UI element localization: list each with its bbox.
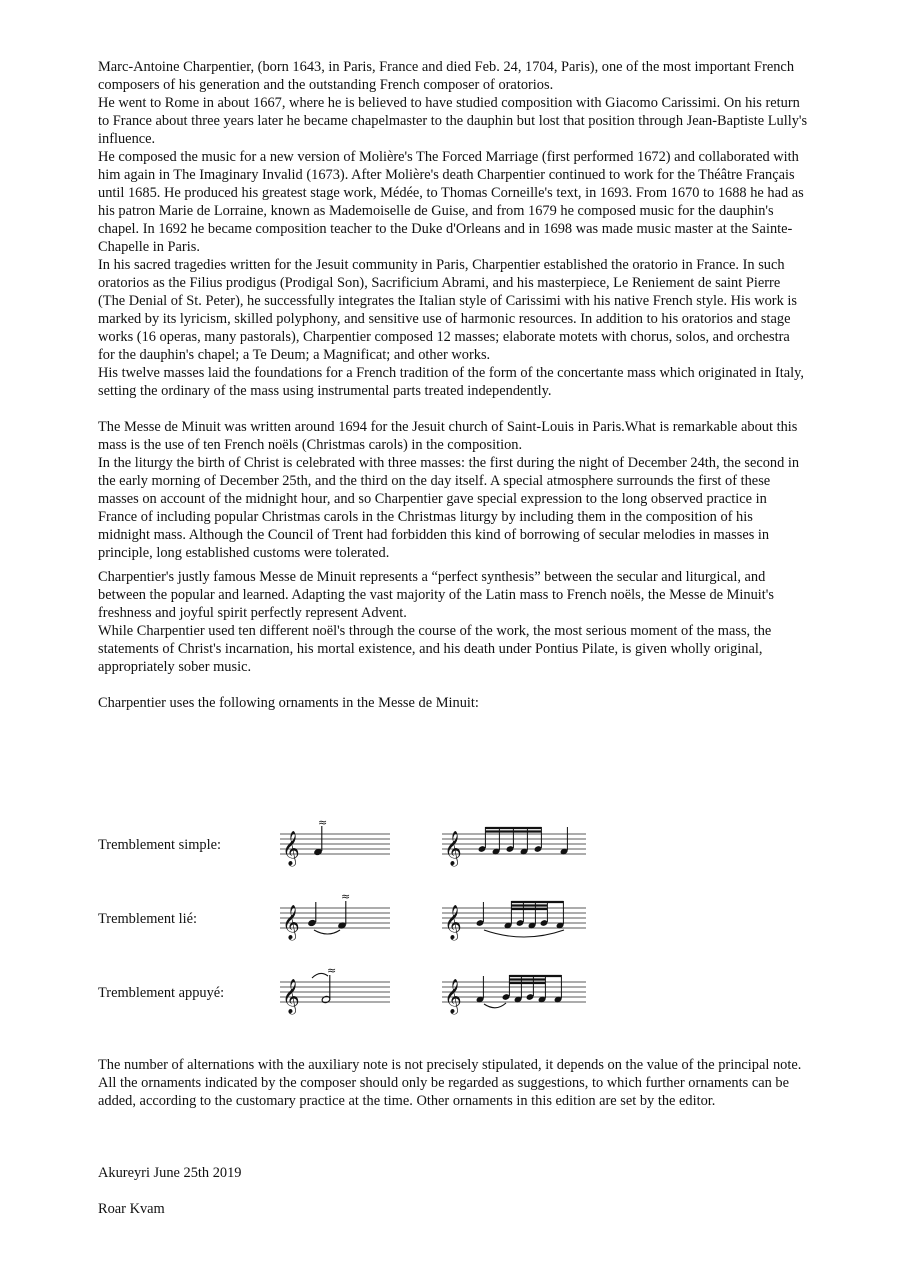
- paragraph-ornaments-intro: Charpentier uses the following ornaments in the Messe de Minuit:: [98, 695, 479, 711]
- paragraph-messe-intro: The Messe de Minuit was written around 1694 for the Jesuit church of Saint-Louis in Paris.What is remarkable about this mass is the use of ten French noëls (Christmas carols) in the composition.: [98, 419, 798, 453]
- mordent-icon: ≈: [318, 816, 328, 829]
- ornament-label: Tremblement appuyé:: [98, 985, 225, 1001]
- appoggiatura-slur-icon: [312, 973, 328, 978]
- treble-clef-icon: 𝄞: [282, 905, 300, 940]
- closing-note: [98, 1056, 808, 1110]
- ornament-notation-symbol: [278, 960, 393, 1020]
- paragraph-ornament-note: The number of alternations with the auxiliary note is not precisely stipulated, it depends on the value of the principal note. All the ornaments indicated by the composer should only be regarded as suggestions, to which further ornaments can be added, according to the customary practice at the time. Other ornaments in this edition are set by the editor.: [98, 1057, 802, 1109]
- paragraph-noels: While Charpentier used ten different noël's through the course of the work, the most serious moment of the mass, the statements of Christ's incarnation, his mortal existence, and his death under Pontius Pilate, is given wholly original, appropriately sober music.: [98, 623, 772, 675]
- treble-clef-icon: 𝄞: [282, 831, 300, 866]
- paragraph-bio-intro: Marc-Antoine Charpentier, (born 1643, in Paris, France and died Feb. 24, 1704, Paris), one of the most important French composers of his generation and the outstanding French composer of oratorios.: [98, 59, 795, 93]
- treble-clef-icon: 𝄞: [282, 979, 300, 1014]
- paragraph-oratorios: In his sacred tragedies written for the Jesuit community in Paris, Charpentier established the oratorio in France. In such oratorios as the Filius prodigus (Prodigal Son), Sacrificium Abrami, and his masterpiece, Le Reniement de saint Pierre (The Denial of St. Peter), he successfully integrates the Italian style of Carissimi with his native French style. His work is marked by its lyricism, skilled polyphony, and sensitive use of harmonic resources. In addition to his oratorios and stage works (16 operas, many pastorals), Charpentier composed 12 masses; elaborate motets with chorus, solos, and orchestra for the dauphin's chapel; a Te Deum; a Magnificat; and other works.: [98, 257, 797, 363]
- treble-clef-icon: 𝄞: [444, 979, 462, 1014]
- slur-icon: [484, 1003, 506, 1008]
- slur-icon: [314, 930, 340, 934]
- place-date: Akureyri June 25th 2019: [98, 1165, 242, 1181]
- paragraph-synthesis: Charpentier's justly famous Messe de Minuit represents a “perfect synthesis” between the secular and liturgical, and between the popular and learned. Adapting the vast majority of the Latin mass to French noëls, the Messe de Minuit's freshness and joyful spirit perfectly represent Advent.: [98, 569, 774, 621]
- ornament-row-simple: [98, 812, 798, 872]
- treble-clef-icon: 𝄞: [444, 905, 462, 940]
- treble-clef-icon: 𝄞: [444, 831, 462, 866]
- author-signature: Roar Kvam: [98, 1201, 165, 1217]
- mordent-icon: ≈: [327, 964, 337, 977]
- paragraph-rome: He went to Rome in about 1667, where he is believed to have studied composition with Giacomo Carissimi. On his return to France about three years later he became chapelmaster to the dauphin but lost that position through Jean-Baptiste Lully's influence.: [98, 95, 808, 147]
- slur-icon: [484, 930, 564, 937]
- body-text: [98, 58, 808, 712]
- paragraph-moliere: He composed the music for a new version of Molière's The Forced Marriage (first performed 1672) and collaborated with him again in The Imaginary Invalid (1673). After Molière's death Charpentier continued to work for the Théâtre Français until 1685. He produced his greatest stage work, Médée, to Thomas Corneille's text, in 1693. From 1670 to 1688 he had as his patron Marie de Lorraine, known as Mademoiselle de Guise, and from 1679 he composed music for the dauphin's chapel. In 1692 he became composition teacher to the Duke d'Orleans and in 1698 was made music master at the Sainte-Chapelle in Paris.: [98, 149, 804, 255]
- paragraph-liturgy: In the liturgy the birth of Christ is celebrated with three masses: the first during the night of December 24th, the second in the early morning of December 25th, and the third on the day itself. A special atmosphere surrounds the first of these masses on account of the midnight hour, and so Charpentier gave special expression to the long observed practice in France of including popular Christmas carols in the Christmas liturgy by including them in the composition of his midnight mass. Although the Council of Trent had forbidden this kind of borrowing of secular melodies in masses in principle, long established customs were tolerated.: [98, 455, 800, 561]
- ornament-row-appuye: [98, 960, 798, 1020]
- ornament-label: Tremblement lié:: [98, 911, 197, 927]
- ornament-row-lie: [98, 886, 798, 946]
- ornament-notation-symbol: [278, 886, 393, 946]
- ornament-realization: [440, 960, 590, 1020]
- paragraph-masses: His twelve masses laid the foundations for a French tradition of the form of the concertante mass which originated in Italy, setting the ordinary of the mass using instrumental parts treated independently.: [98, 365, 805, 399]
- ornament-realization: [440, 886, 590, 946]
- ornament-realization: [440, 812, 590, 872]
- mordent-icon: ≈: [341, 890, 351, 903]
- ornaments-table: [98, 812, 798, 1022]
- ornament-notation-symbol: [278, 812, 393, 872]
- ornament-label: Tremblement simple:: [98, 837, 221, 853]
